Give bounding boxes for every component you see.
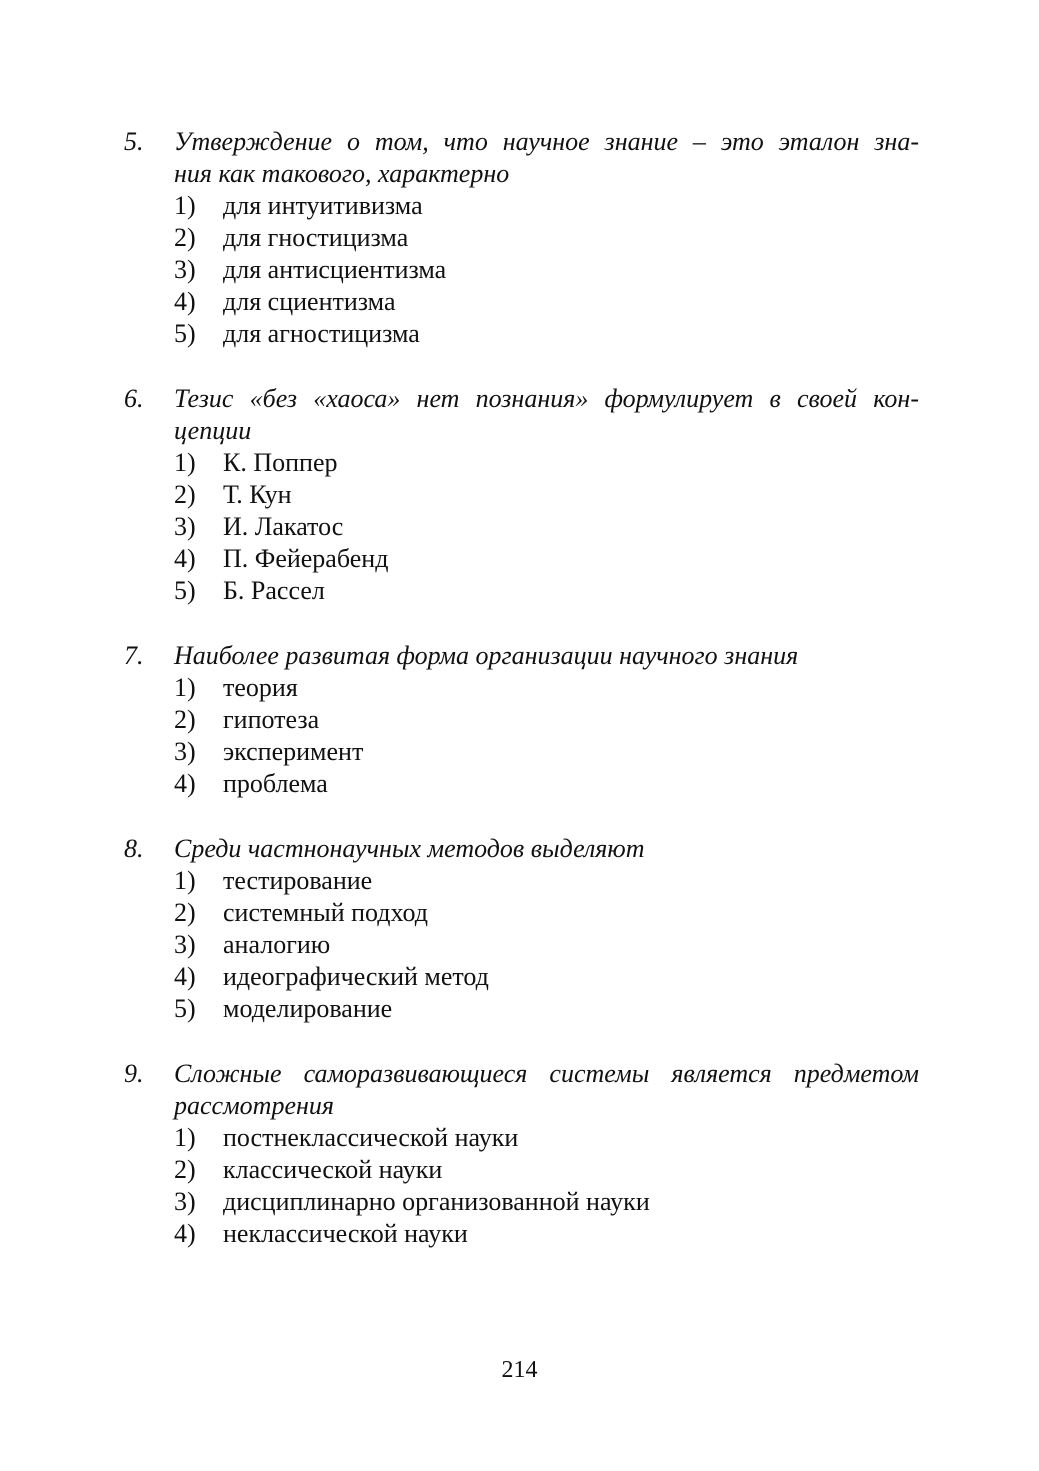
question-text-line: ния как такового, характерно [174,159,510,188]
option-number: 5) [174,994,196,1023]
option-number: 3) [174,930,196,959]
option-number: 2) [174,705,196,734]
option-number: 1) [174,1123,196,1152]
option-text: проблема [223,769,328,798]
question-text-line: Сложные саморазвивающиеся системы является предметом [174,1059,919,1088]
option-text: П. Фейерабенд [223,544,389,573]
option-text: для гностицизма [223,223,409,252]
option-number: 4) [174,287,196,316]
option-number: 2) [174,480,196,509]
option-text: Т. Кун [223,480,292,509]
option-text: моделирование [223,994,393,1023]
question-text-line: Наиболее развитая форма организации научного знания [174,641,799,670]
option-number: 2) [174,898,196,927]
question-number: 5. [124,127,144,156]
option-number: 5) [174,576,196,605]
option-text: неклассической науки [223,1219,468,1248]
option-text: для антисциентизма [223,255,447,284]
option-text: гипотеза [223,705,320,734]
option-number: 3) [174,255,196,284]
question-text-line: Утверждение о том, что научное знание – это эталон зна- [174,127,919,156]
option-number: 4) [174,544,196,573]
option-number: 1) [174,191,196,220]
option-text: аналогию [223,930,331,959]
question-number: 7. [124,641,144,670]
option-text: дисциплинарно организованной науки [223,1187,650,1216]
option-number: 5) [174,319,196,348]
question-number: 6. [124,384,144,413]
option-number: 4) [174,962,196,991]
option-text: Б. Рассел [223,576,325,605]
option-number: 3) [174,512,196,541]
option-number: 3) [174,1187,196,1216]
question-text-line: цепции [174,416,252,445]
question-number: 9. [124,1059,144,1088]
question-text-line: Тезис «без «хаоса» нет познания» формулирует в своей кон- [174,384,919,413]
option-number: 2) [174,1155,196,1184]
option-text: для агностицизма [223,319,420,348]
option-number: 3) [174,737,196,766]
option-number: 1) [174,866,196,895]
option-text: классической науки [223,1155,443,1184]
question-number: 8. [124,834,144,863]
option-number: 1) [174,448,196,477]
question-text-line: рассмотрения [174,1091,334,1120]
option-text: для интуитивизма [223,191,423,220]
option-text: постнеклассической науки [223,1123,519,1152]
question-text-line: Среди частнонаучных методов выделяют [174,834,645,863]
option-number: 4) [174,1219,196,1248]
option-text: К. Поппер [223,448,338,477]
option-number: 4) [174,769,196,798]
option-text: для сциентизма [223,287,396,316]
option-text: эксперимент [223,737,364,766]
option-text: теория [223,673,298,702]
option-number: 1) [174,673,196,702]
option-text: системный подход [223,898,429,927]
option-text: идеографический метод [223,962,489,991]
option-number: 2) [174,223,196,252]
page-number: 214 [501,1357,538,1383]
option-text: тестирование [223,866,373,895]
option-text: И. Лакатос [223,512,344,541]
